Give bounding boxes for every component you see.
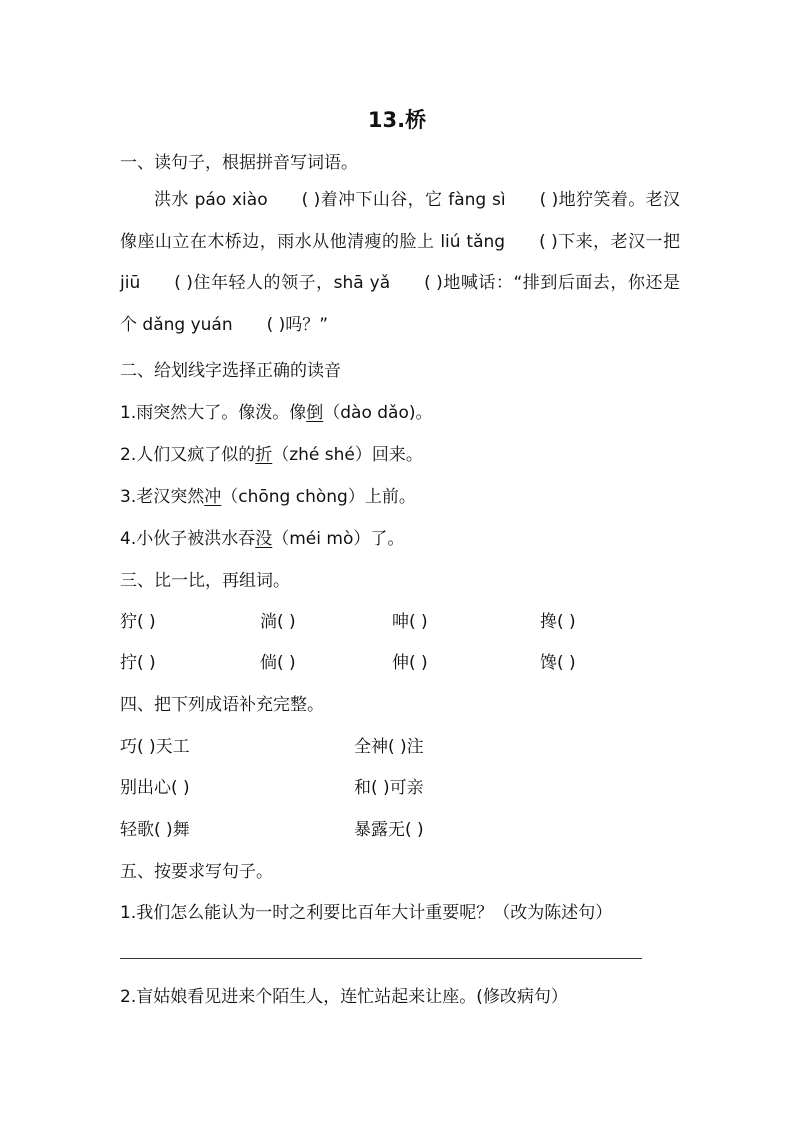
word-group-cell[interactable]: 倘( ) [260, 653, 296, 673]
pinyin: liú tǎng [440, 231, 506, 252]
answer-blank[interactable]: ( ) [539, 231, 558, 252]
answer-blank[interactable]: ( ) [174, 273, 193, 293]
section2-item-3 [120, 482, 416, 507]
section1-paragraph [120, 180, 680, 346]
underlined-char: 冲 [204, 487, 222, 507]
pinyin-options[interactable]: （dào dǎo)。 [323, 403, 433, 423]
item-text: 3.老汉突然 [120, 487, 205, 507]
idiom-cell[interactable]: 巧( )天工 [120, 737, 190, 757]
pinyin-options[interactable]: （zhé shé）回来。 [272, 445, 423, 465]
word-group-cell[interactable]: 狞( ) [120, 612, 156, 632]
answer-blank[interactable]: ( ) [266, 314, 286, 335]
word-group-cell[interactable]: 搀( ) [540, 612, 576, 632]
section5-question-2: 2.盲姑娘看见进来个陌生人，连忙站起来让座。(修改病句） [120, 987, 568, 1007]
section5-question-1: 1.我们怎么能认为一时之利要比百年大计重要呢？（改为陈述句） [120, 903, 613, 923]
underlined-char: 折 [255, 445, 273, 465]
underlined-char: 倒 [306, 403, 324, 423]
pinyin: jiū [120, 273, 141, 293]
text-segment: 吗？” [285, 314, 329, 335]
section5-heading: 五、按要求写句子。 [120, 862, 273, 882]
text-segment: 下来，老汉一把 [557, 231, 681, 252]
text-segment: 住年轻人的领子， [192, 273, 334, 293]
idiom-cell[interactable]: 全神( )注 [354, 737, 424, 757]
pinyin: fàng sì [448, 190, 506, 210]
item-text: 1.雨突然大了。像泼。像 [120, 403, 307, 423]
word-group-cell[interactable]: 拧( ) [120, 653, 156, 673]
idiom-cell[interactable]: 轻歌( )舞 [120, 820, 190, 840]
answer-blank[interactable]: ( ) [539, 190, 559, 210]
pinyin-options[interactable]: （chōng chòng）上前。 [221, 487, 416, 507]
word-group-cell[interactable]: 呻( ) [392, 612, 428, 632]
word-group-cell[interactable]: 馋( ) [540, 653, 576, 673]
section2-item-4 [120, 524, 404, 549]
section2-heading: 二、给划线字选择正确的读音 [120, 361, 341, 381]
underlined-char: 没 [255, 529, 273, 549]
idiom-cell[interactable]: 暴露无( ) [354, 820, 424, 840]
word-group-cell[interactable]: 伸( ) [392, 653, 428, 673]
item-text: 4.小伙子被洪水吞 [120, 529, 256, 549]
section2-item-2 [120, 440, 423, 465]
idiom-cell[interactable]: 别出心( ) [120, 778, 190, 798]
text-segment: 洪水 [154, 190, 195, 210]
section3-heading: 三、比一比，再组词。 [120, 571, 290, 591]
answer-blank[interactable]: ( ) [424, 273, 443, 293]
pinyin: dǎng yuán [142, 314, 233, 335]
item-text: 2.人们又疯了似的 [120, 445, 256, 465]
answer-line[interactable] [120, 958, 642, 959]
text-segment: 地喊话：“排到后面去，你还是个 [120, 273, 681, 335]
section2-item-1 [120, 398, 433, 423]
text-segment: 着冲下山谷，它 [320, 190, 449, 210]
idiom-cell[interactable]: 和( )可亲 [354, 778, 424, 798]
pinyin: shā yǎ [333, 273, 391, 293]
text-segment: 地狞笑着。老汉像座山立在木桥边，雨水从他清瘦的脸上 [120, 190, 681, 252]
section4-heading: 四、把下列成语补充完整。 [120, 695, 324, 715]
pinyin-options[interactable]: （méi mò）了。 [272, 529, 405, 549]
section1-heading: 一、读句子，根据拼音写词语。 [120, 153, 358, 173]
word-group-cell[interactable]: 淌( ) [260, 612, 296, 632]
answer-blank[interactable]: ( ) [301, 190, 321, 210]
pinyin: páo xiào [194, 190, 268, 210]
page-title: 13.桥 [367, 108, 427, 132]
